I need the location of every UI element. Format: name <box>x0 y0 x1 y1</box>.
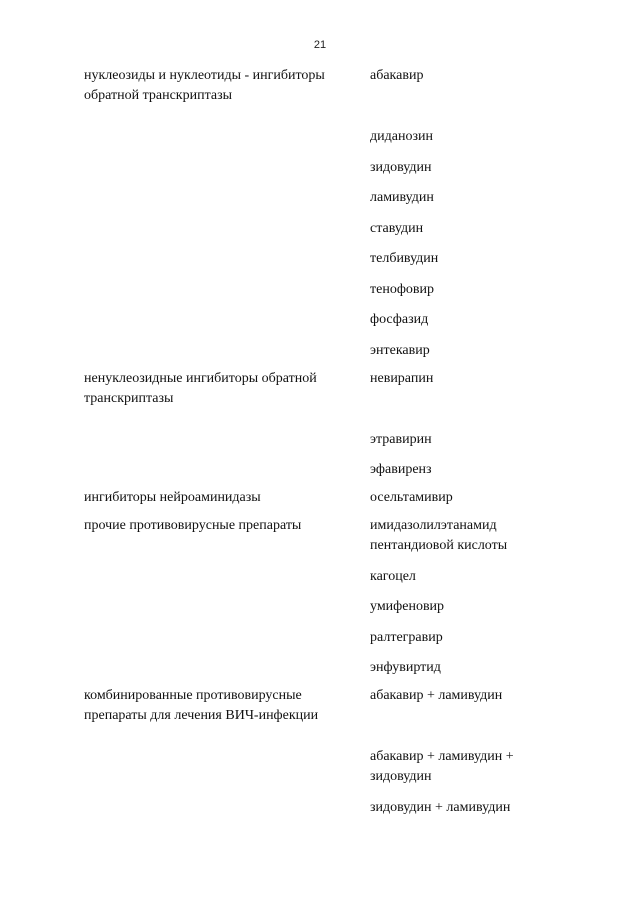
drug-table <box>84 66 554 826</box>
drug-name-line: этравирин <box>370 431 432 447</box>
drug-name-line: эфавиренз <box>370 462 432 477</box>
drug-name-line: зидовудин <box>370 769 432 784</box>
drug-name-line: осельтамивир <box>370 490 453 505</box>
drug-name <box>370 686 554 706</box>
drug-name-line: зидовудин + ламивудин <box>370 799 511 815</box>
drug-name <box>370 798 554 818</box>
drug-list <box>370 686 554 818</box>
drug-name <box>370 219 554 239</box>
drug-name <box>370 516 554 556</box>
drug-name <box>370 127 554 147</box>
drug-group-label-line: комбинированные противовирусные <box>84 688 302 703</box>
drug-name <box>370 310 554 330</box>
drug-name-line: фосфазид <box>370 312 429 327</box>
drug-name-line: пентандиовой кислоты <box>370 538 508 553</box>
drug-name-line: абакавир + ламивудин <box>370 688 503 703</box>
table-row <box>84 516 554 678</box>
drug-group-label <box>84 488 370 508</box>
drug-name <box>370 488 554 508</box>
drug-name <box>370 658 554 678</box>
drug-name <box>370 628 554 648</box>
drug-name <box>370 747 554 787</box>
page-number: 21 <box>313 39 327 51</box>
drug-list <box>370 369 554 481</box>
drug-list <box>370 488 554 508</box>
drug-name <box>370 597 554 617</box>
drug-group-label <box>84 516 370 678</box>
drug-name <box>370 567 554 587</box>
drug-name-line: энфувиртид <box>370 660 441 675</box>
drug-group-label-line: прочие противовирусные препараты <box>84 518 302 533</box>
drug-name-line: ставудин <box>370 220 424 236</box>
table-row <box>84 488 554 508</box>
row-spacer <box>370 399 554 419</box>
drug-name <box>370 188 554 208</box>
drug-name <box>370 66 554 86</box>
drug-group-label <box>84 369 370 481</box>
drug-name <box>370 158 554 178</box>
drug-list <box>370 66 554 361</box>
drug-name-line: зидовудин <box>370 159 432 175</box>
row-spacer <box>370 717 554 737</box>
drug-group-label <box>84 686 370 818</box>
drug-name-line: абакавир + ламивудин + <box>370 749 514 764</box>
drug-group-label-line: транскриптазы <box>84 390 174 406</box>
drug-name-line: невирапин <box>370 370 434 386</box>
drug-name-line: телбивудин <box>370 251 439 266</box>
drug-name-line: диданозин <box>370 129 433 144</box>
drug-name <box>370 460 554 480</box>
drug-name-line: умифеновир <box>370 599 445 614</box>
drug-group-label-line: нуклеозиды и нуклеотиды - ингибиторы <box>84 68 325 83</box>
row-spacer <box>370 97 554 117</box>
drug-group-label-line: обратной транскриптазы <box>84 88 233 103</box>
drug-name <box>370 249 554 269</box>
drug-name-line: кагоцел <box>370 568 416 584</box>
table-row <box>84 686 554 818</box>
drug-group-label-line: ингибиторы нейроаминидазы <box>84 490 261 505</box>
drug-group-label-line: ненуклеозидные ингибиторы обратной <box>84 370 317 386</box>
drug-group-label-line: препараты для лечения ВИЧ-инфекции <box>84 708 319 723</box>
drug-name-line: абакавир <box>370 68 424 83</box>
drug-group-label <box>84 66 370 361</box>
drug-name <box>370 341 554 361</box>
drug-list <box>370 516 554 678</box>
drug-name-line: энтекавир <box>370 342 430 358</box>
drug-name-line: ралтегравир <box>370 629 443 645</box>
table-row <box>84 369 554 481</box>
drug-name <box>370 430 554 450</box>
drug-name <box>370 369 554 389</box>
drug-name <box>370 280 554 300</box>
table-row <box>84 66 554 361</box>
drug-name-line: ламивудин <box>370 190 434 205</box>
drug-name-line: имидазолилэтанамид <box>370 518 497 533</box>
drug-name-line: тенофовир <box>370 281 434 297</box>
